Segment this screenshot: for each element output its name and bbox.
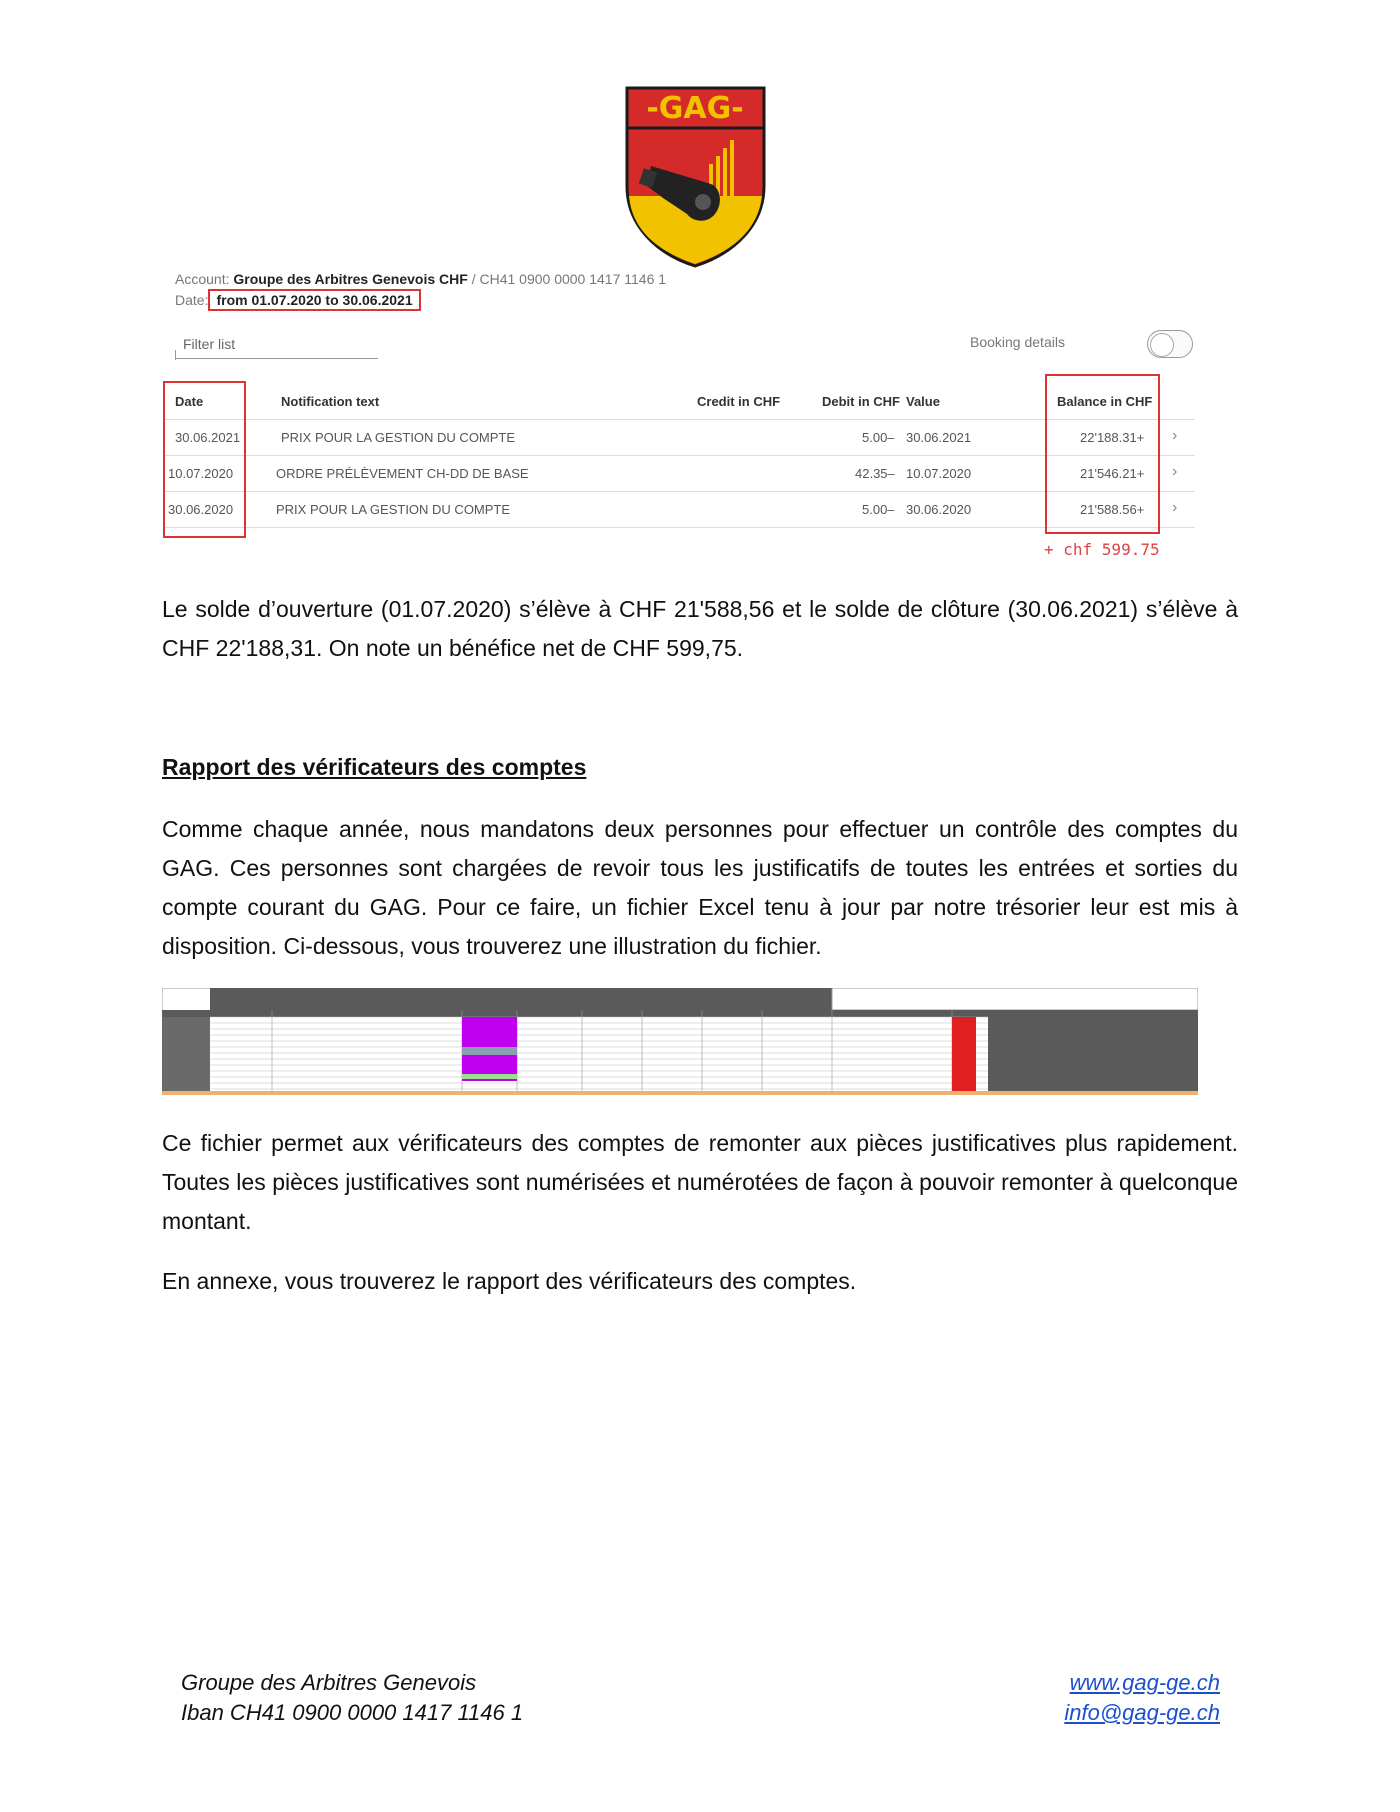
row-text: ORDRE PRÉLÈVEMENT CH-DD DE BASE xyxy=(276,466,529,481)
row-balance: 21'588.56+ xyxy=(1080,502,1145,517)
paragraph-excel-purpose: Ce fichier permet aux vérificateurs des comptes de remonter aux pièces justificatives plus rapidement. Toutes les pièces justificatives sont numérisées et numérotées de façon à pouvoir remonter à quelconque montant. xyxy=(162,1130,1238,1234)
col-header-debit[interactable]: Debit in CHF xyxy=(822,394,900,409)
row-balance: 22'188.31+ xyxy=(1080,430,1145,445)
account-label: Account: xyxy=(175,271,230,287)
row-debit: 5.00– xyxy=(862,430,895,445)
chevron-right-icon[interactable]: › xyxy=(1172,463,1178,480)
svg-text:-GAG-: -GAG- xyxy=(646,91,744,126)
filter-input[interactable]: Filter list xyxy=(175,336,378,359)
filter-input-edge xyxy=(175,350,176,360)
footer-email-link[interactable]: info@gag-ge.ch xyxy=(1064,1700,1220,1725)
paragraph-audit: Comme chaque année, nous mandatons deux personnes pour effectuer un contrôle des comptes du GAG. Ces personnes sont chargées de revoir tous les justificatifs de toutes les entrées et sorties du compte courant du GAG. Pour ce faire, un fichier Excel tenu à jour par notre trésorier leur est mis à disposition. Ci-dessous, vous trouverez une illustration du fichier. xyxy=(162,816,1238,959)
row-date: 30.06.2021 xyxy=(175,430,241,445)
booking-details-toggle[interactable] xyxy=(1147,330,1193,358)
excel-illustration xyxy=(162,988,1198,1095)
date-column-highlight xyxy=(163,381,246,538)
col-header-notification[interactable]: Notification text xyxy=(281,394,380,409)
footer-right xyxy=(1064,1668,1220,1728)
row-date: 30.06.2020 xyxy=(168,502,234,517)
row-value: 30.06.2020 xyxy=(906,502,972,517)
row-value: 30.06.2021 xyxy=(906,430,972,445)
date-label: Date: xyxy=(175,292,209,308)
date-range-highlight: from 01.07.2020 to 30.06.2021 xyxy=(208,289,420,311)
row-value: 10.07.2020 xyxy=(906,466,972,481)
row-text: PRIX POUR LA GESTION DU COMPTE xyxy=(276,502,511,517)
col-header-date[interactable]: Date xyxy=(175,394,204,409)
footer-org: Groupe des Arbitres Genevois xyxy=(181,1670,477,1695)
paragraph-annex: En annexe, vous trouverez le rapport des vérificateurs des comptes. xyxy=(162,1268,857,1294)
toggle-knob xyxy=(1150,333,1174,357)
table-divider xyxy=(163,491,1195,492)
date-line xyxy=(175,289,421,311)
col-header-credit[interactable]: Credit in CHF xyxy=(697,394,781,409)
col-header-balance[interactable]: Balance in CHF xyxy=(1057,394,1153,409)
balance-column-highlight xyxy=(1045,374,1160,534)
booking-details-label: Booking details xyxy=(970,334,1065,350)
row-date: 10.07.2020 xyxy=(168,466,234,481)
col-header-value[interactable]: Value xyxy=(906,394,940,409)
account-iban: / CH41 0900 0000 1417 1146 1 xyxy=(467,271,667,287)
net-gain-annotation: + chf 599.75 xyxy=(1044,540,1160,559)
footer-iban: Iban CH41 0900 0000 1417 1146 1 xyxy=(181,1700,524,1725)
account-name: Groupe des Arbitres Genevois CHF xyxy=(233,271,468,287)
footer-left xyxy=(181,1668,523,1728)
section-heading: Rapport des vérificateurs des comptes xyxy=(162,754,587,780)
row-text: PRIX POUR LA GESTION DU COMPTE xyxy=(281,430,516,445)
chevron-right-icon[interactable]: › xyxy=(1172,427,1178,444)
row-debit: 5.00– xyxy=(862,502,895,517)
row-debit: 42.35– xyxy=(855,466,895,481)
gag-logo xyxy=(623,86,768,268)
row-balance: 21'546.21+ xyxy=(1080,466,1145,481)
footer-website-link[interactable]: www.gag-ge.ch xyxy=(1069,1670,1220,1695)
paragraph-balance: Le solde d’ouverture (01.07.2020) s’élève à CHF 21'588,56 et le solde de clôture (30.06.2021) s’élève à CHF 22'188,31. On note un bénéfice net de CHF 599,75. xyxy=(162,596,1238,661)
chevron-right-icon[interactable]: › xyxy=(1172,499,1178,516)
account-line xyxy=(175,271,666,287)
table-divider xyxy=(163,419,1195,420)
table-divider xyxy=(163,527,1195,528)
table-divider xyxy=(163,455,1195,456)
